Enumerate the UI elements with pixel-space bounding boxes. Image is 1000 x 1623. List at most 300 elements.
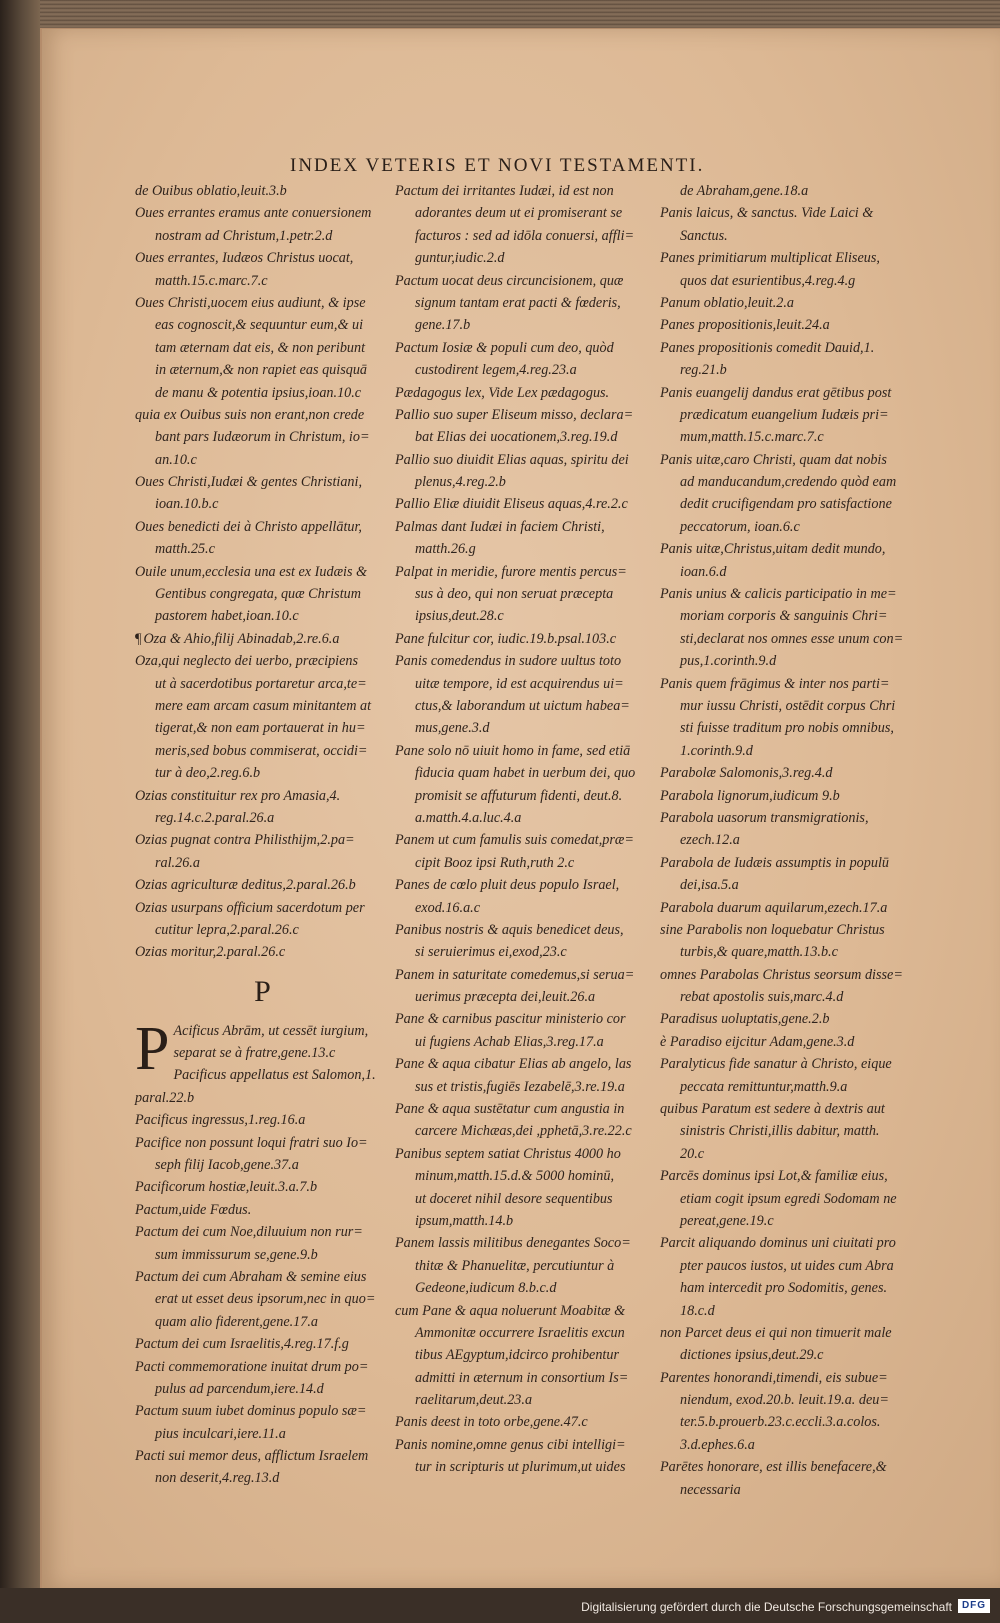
- index-line: [660, 897, 922, 919]
- index-line: [660, 1255, 922, 1277]
- index-line: [660, 583, 922, 605]
- index-line-text: Ammonitæ occurrere Israelitis excun: [415, 1324, 625, 1341]
- index-line-text: niendum, exod.20.b. leuit.19.a. deu=: [680, 1392, 889, 1409]
- index-line: [395, 1210, 657, 1232]
- index-line-text: Panis uitæ,caro Christi, quam dat nobis: [660, 451, 887, 468]
- index-line: [395, 717, 657, 739]
- index-line: [395, 807, 657, 829]
- index-line: [395, 202, 657, 224]
- index-line: [395, 1255, 657, 1277]
- index-line: [135, 426, 390, 448]
- index-line: [135, 874, 390, 896]
- index-line: [395, 426, 657, 448]
- index-line: [660, 986, 922, 1008]
- index-line: [660, 1389, 922, 1411]
- index-line-text: Pactum dei cum Israelitis,4.reg.17.f.g: [135, 1336, 349, 1353]
- index-line-text: Panes primitiarum multiplicat Eliseus,: [660, 250, 880, 267]
- index-line: [660, 359, 922, 381]
- index-line: [395, 225, 657, 247]
- index-line-text: custodirent legem,4.reg.23.a: [415, 362, 577, 379]
- index-line: [135, 1154, 390, 1176]
- index-line-text: Pane & carnibus pascitur ministerio cor: [395, 1011, 626, 1028]
- index-line: [660, 1120, 922, 1142]
- index-line: [135, 1400, 390, 1422]
- index-line: [660, 650, 922, 672]
- index-line: [395, 650, 657, 672]
- index-line: [660, 561, 922, 583]
- index-line: [135, 807, 390, 829]
- index-line: [660, 471, 922, 493]
- index-line-text: Ozias pugnat contra Philisthijm,2.pa=: [135, 832, 355, 849]
- index-line-text: Parabolæ Salomonis,3.reg.4.d: [660, 765, 833, 782]
- index-line: [395, 874, 657, 896]
- index-line-text: cipit Booz ipsi Ruth,ruth 2.c: [415, 854, 575, 871]
- index-line: [395, 1165, 657, 1187]
- index-line-text: Panis comedendus in sudore uultus toto: [395, 653, 622, 670]
- index-line: [395, 1076, 657, 1098]
- index-line: [395, 270, 657, 292]
- index-line-text: Panes propositionis comedit Dauid,1.: [660, 339, 875, 356]
- index-line-text: thitæ & Phanuelitæ, percutiuntur à: [415, 1257, 615, 1274]
- running-head: INDEX VETERIS ET NOVI TESTAMENTI.: [290, 155, 705, 176]
- index-line: [135, 1266, 390, 1288]
- index-line-text: turbis,& quare,matth.13.b.c: [680, 944, 838, 961]
- index-line: [135, 785, 390, 807]
- index-line-text: Panem lassis militibus denegantes Soco=: [395, 1235, 631, 1252]
- index-line-text: tam æternam dat eis, & non peribunt: [155, 339, 366, 356]
- index-line-text: in æternum,& non rapiet eas quisquā: [155, 362, 368, 379]
- index-line-text: minum,matth.15.d.& 5000 hominū,: [415, 1168, 615, 1185]
- index-line: [660, 807, 922, 829]
- index-line-text: sinistris Christi,illis dabitur, matth.: [680, 1123, 880, 1140]
- index-line: [395, 852, 657, 874]
- index-line: [660, 964, 922, 986]
- index-line: [395, 471, 657, 493]
- index-line: [395, 583, 657, 605]
- index-line: [660, 1008, 922, 1030]
- index-line-text: Oues Christi,Iudæi & gentes Christiani,: [135, 474, 363, 491]
- index-line-text: ral.26.a: [155, 854, 200, 871]
- index-line-text: tigerat,& non eam portauerat in hu=: [155, 720, 366, 737]
- index-line-text: Oues errantes eramus ante conuersionem: [135, 205, 372, 222]
- index-line-text: bat Elias dei uocationem,3.reg.19.d: [415, 429, 618, 446]
- index-line: [135, 583, 390, 605]
- index-line: [395, 673, 657, 695]
- index-line-text: meris,sed bobus commiserat, occidi=: [155, 742, 368, 759]
- index-line: [660, 1232, 922, 1254]
- index-line-text: signum tantam erat pacti & fœderis,: [415, 294, 621, 311]
- index-line-text: de Ouibus oblatio,leuit.3.b: [135, 183, 287, 199]
- index-line: [660, 516, 922, 538]
- index-line: [135, 717, 390, 739]
- index-line: [395, 1434, 657, 1456]
- index-line-text: pulus ad parcendum,iere.14.d: [155, 1380, 324, 1397]
- index-line-text: Parētes honorare, est illis benefacere,&: [660, 1459, 887, 1476]
- index-line: [135, 1064, 390, 1086]
- index-line: [660, 202, 922, 224]
- index-line: [395, 1232, 657, 1254]
- index-line: [660, 605, 922, 627]
- index-line: [660, 270, 922, 292]
- index-line-text: Paralyticus fide sanatur à Christo, eique: [660, 1056, 892, 1073]
- index-line: [660, 874, 922, 896]
- index-line: [135, 1109, 390, 1131]
- section-letter: P: [254, 974, 271, 1008]
- index-line-text: Pactum dei irritantes Iudæi, id est non: [395, 183, 614, 199]
- index-line: [135, 449, 390, 471]
- index-line-text: matth.26.g: [415, 541, 476, 558]
- index-line-text: prædicatum euangelium Iudæis pri=: [680, 406, 889, 423]
- index-line: [135, 1356, 390, 1378]
- index-line: [135, 1467, 390, 1489]
- index-line-text: Pacificus ingressus,1.reg.16.a: [135, 1112, 306, 1129]
- index-line: [660, 449, 922, 471]
- index-line: [135, 628, 390, 650]
- index-line-text: mere eam arcam casum minitantem at: [155, 697, 372, 714]
- index-line-text: Parabola duarum aquilarum,ezech.17.a: [660, 899, 888, 916]
- index-line-text: peccatorum, ioan.6.c: [680, 518, 800, 535]
- index-line: [135, 247, 390, 269]
- index-line-text: ut doceret nihil desore sequentibus: [415, 1190, 613, 1207]
- index-line-text: 3.d.ephes.6.a: [680, 1436, 755, 1453]
- index-line-text: 1.corinth.9.d: [680, 742, 753, 759]
- index-line: [660, 628, 922, 650]
- index-line: [135, 1221, 390, 1243]
- index-line-text: uitæ tempore, id est acquirendus ui=: [415, 675, 624, 692]
- index-line: [395, 314, 657, 336]
- index-line-text: Pane & aqua cibatur Elias ab angelo, las: [395, 1056, 632, 1073]
- index-line-text: pereat,gene.19.c: [680, 1212, 774, 1229]
- index-line: [395, 1300, 657, 1322]
- index-line: [135, 202, 390, 224]
- index-line-text: Panibus nostris & aquis benedicet deus,: [395, 921, 624, 938]
- index-line: [660, 337, 922, 359]
- index-line-text: ham intercedit pro Sodomitis, genes.: [680, 1280, 888, 1297]
- index-line-text: Sanctus.: [680, 227, 728, 244]
- index-line: [395, 493, 657, 515]
- index-line: [135, 1176, 390, 1198]
- index-line-text: de Abraham,gene.18.a: [680, 183, 809, 199]
- index-line-text: Pacti sui memor deus, afflictum Israelem: [135, 1448, 369, 1465]
- index-line-text: matth.25.c: [155, 541, 215, 558]
- index-line: [395, 1143, 657, 1165]
- index-line: [395, 964, 657, 986]
- index-line: [395, 1456, 657, 1478]
- index-line: [395, 986, 657, 1008]
- index-line: [135, 404, 390, 426]
- index-line: [660, 762, 922, 784]
- index-line-text: dei,isa.5.a: [680, 877, 739, 894]
- index-line: [135, 382, 390, 404]
- index-line-text: tibus AEgyptum,idcirco prohibentur: [415, 1347, 619, 1364]
- index-line-text: Pacifice non possunt loqui fratri suo Io=: [135, 1134, 368, 1151]
- index-line-text: admitti in æternum in consortium Is=: [415, 1369, 629, 1386]
- index-line-text: ezech.12.a: [680, 832, 740, 849]
- index-line: [660, 717, 922, 739]
- index-line-text: Pactum,uide Fœdus.: [135, 1201, 252, 1218]
- index-line: [660, 1456, 922, 1478]
- index-line: [660, 1210, 922, 1232]
- index-line-text: Pactum Iosiæ & populi cum deo, quòd: [395, 339, 614, 356]
- index-line-text: bant pars Iudæorum in Christum, io=: [155, 429, 370, 446]
- index-line: [660, 1031, 922, 1053]
- footer-credit: Digitalisierung gefördert durch die Deutsche Forschungsgemeinschaft: [581, 1600, 952, 1614]
- index-line: [135, 1199, 390, 1221]
- index-line-text: si seruierimus ei,exod,23.c: [415, 944, 567, 961]
- index-line-text: reg.14.c.2.paral.26.a: [155, 809, 275, 826]
- index-line-text: seph filij Iacob,gene.37.a: [155, 1157, 299, 1174]
- index-column-right: [660, 180, 922, 1501]
- paragraph-mark-icon: ¶: [135, 630, 142, 647]
- index-line: [395, 1120, 657, 1142]
- index-column-left: [135, 180, 390, 1490]
- index-line-text: exod.16.a.c: [415, 899, 481, 916]
- index-line: [135, 1087, 390, 1109]
- index-line: [135, 1445, 390, 1467]
- index-line: [135, 225, 390, 247]
- index-line-text: pter paucos iustos, ut uides cum Abra: [680, 1257, 894, 1274]
- index-line-text: Panes de cœlo pluit deus populo Israel,: [395, 877, 620, 894]
- index-line: [395, 1367, 657, 1389]
- index-line-text: Parabola de Iudæis assumptis in populū: [660, 854, 889, 871]
- index-line: [135, 919, 390, 941]
- index-line-text: Parentes honorandi,timendi, eis subue=: [660, 1369, 888, 1386]
- index-line-text: nostram ad Christum,1.petr.2.d: [155, 227, 333, 244]
- index-line-text: Oues errantes, Iudæos Christus uocat,: [135, 250, 354, 267]
- index-line-text: Oues benedicti dei à Christo appellātur,: [135, 518, 362, 535]
- index-line: [395, 180, 657, 202]
- index-line-text: Pacificus appellatus est Salomon,1.: [173, 1067, 376, 1084]
- index-line: [395, 740, 657, 762]
- index-line: [395, 1277, 657, 1299]
- index-line-text: Parcēs dominus ipsi Lot,& familiæ eius,: [660, 1168, 888, 1185]
- index-line: [135, 1042, 390, 1064]
- index-line: [660, 829, 922, 851]
- index-line: [395, 1389, 657, 1411]
- index-line-text: fiducia quam habet in uerbum dei, quo: [415, 765, 636, 782]
- index-line: [660, 1411, 922, 1433]
- index-line: [395, 337, 657, 359]
- index-line: [135, 337, 390, 359]
- index-line-text: mum,matth.15.c.marc.7.c: [680, 429, 824, 446]
- index-line: [660, 314, 922, 336]
- index-line-text: Pane fulcitur cor, iudic.19.b.psal.103.c: [395, 630, 617, 647]
- index-line: [660, 493, 922, 515]
- index-line-text: Panis unius & calicis participatio in me=: [660, 586, 897, 603]
- index-line: [660, 1076, 922, 1098]
- index-line-text: adorantes deum ut ei promiserant se: [415, 205, 623, 222]
- index-line: [395, 538, 657, 560]
- index-line: [395, 941, 657, 963]
- index-line: [660, 785, 922, 807]
- index-line-text: pastorem habet,ioan.10.c: [155, 608, 299, 625]
- index-line-text: ut à sacerdotibus portaretur arca,te=: [155, 675, 367, 692]
- index-line-text: Pane solo nō uiuit homo in fame, sed etiā: [395, 742, 631, 759]
- index-line-text: tur in scripturis ut plurimum,ut uides: [415, 1459, 626, 1476]
- index-line: [135, 941, 390, 963]
- index-line-text: promisit se affuturum fidenti, deut.8.: [415, 787, 623, 804]
- index-line: [660, 292, 922, 314]
- index-line-text: sti fuisse traditum pro nobis omnibus,: [680, 720, 894, 737]
- index-line: [660, 1143, 922, 1165]
- index-line-text: uerimus præcepta dei,leuit.26.a: [415, 989, 596, 1006]
- index-line: [395, 695, 657, 717]
- index-line: [135, 1288, 390, 1310]
- index-line: [395, 359, 657, 381]
- index-line-text: sus et tristis,fugiēs Iezabelē,3.re.19.a: [415, 1078, 625, 1095]
- index-line: [660, 1053, 922, 1075]
- dfg-logo: DFG: [958, 1599, 990, 1613]
- index-line-text: Parabola lignorum,iudicum 9.b: [660, 787, 840, 804]
- index-line-text: gene.17.b: [415, 317, 471, 334]
- index-line: [135, 1311, 390, 1333]
- index-line: [395, 762, 657, 784]
- index-line: [135, 561, 390, 583]
- index-line-text: cum Pane & aqua noluerunt Moabitæ &: [395, 1302, 626, 1319]
- index-line-text: non Parcet deus ei qui non timuerit male: [660, 1324, 892, 1341]
- index-line: [660, 1367, 922, 1389]
- index-line: [135, 650, 390, 672]
- index-line-text: necessaria: [680, 1481, 741, 1498]
- index-line-text: Gentibus congregata, quæ Christum: [155, 586, 361, 603]
- index-line-text: Pane & aqua sustētatur cum angustia in: [395, 1101, 625, 1118]
- index-line-text: ioan.10.b.c: [155, 496, 219, 513]
- index-line: [660, 852, 922, 874]
- index-line: [660, 1479, 922, 1501]
- index-line: [135, 897, 390, 919]
- index-line: [135, 829, 390, 851]
- index-line-text: Palmas dant Iudæi in faciem Christi,: [395, 518, 605, 535]
- index-line-text: Ozias moritur,2.paral.26.c: [135, 944, 286, 961]
- index-line-text: Gedeone,iudicum 8.b.c.d: [415, 1280, 557, 1297]
- index-line-text: sti,declarat nos omnes esse unum con=: [680, 630, 904, 647]
- index-line-text: Pactum uocat deus circuncisionem, quæ: [395, 272, 624, 289]
- index-line-text: Panum oblatio,leuit.2.a: [660, 294, 794, 311]
- index-line: [660, 1322, 922, 1344]
- index-column-middle: [395, 180, 657, 1479]
- index-line: [660, 382, 922, 404]
- index-line-text: Panis nomine,omne genus cibi intelligi=: [395, 1436, 626, 1453]
- index-line-text: omnes Parabolas Christus seorsum disse=: [660, 966, 903, 983]
- index-line: [135, 673, 390, 695]
- index-line-text: sus à deo, qui non seruat præcepta: [415, 586, 614, 603]
- index-line: [135, 471, 390, 493]
- index-line-text: Oues Christi,uocem eius audiunt, & ipse: [135, 294, 366, 311]
- index-line: [135, 270, 390, 292]
- index-line-text: reg.21.b: [680, 362, 727, 379]
- index-line-text: dictiones ipsius,deut.29.c: [680, 1347, 824, 1364]
- index-line: [135, 516, 390, 538]
- index-line-text: an.10.c: [155, 451, 197, 468]
- index-line: [135, 1378, 390, 1400]
- index-line-text: ipsum,matth.14.b: [415, 1212, 514, 1229]
- index-line-text: ipsius,deut.28.c: [415, 608, 504, 625]
- index-line-text: ad manducandum,credendo quòd eam: [680, 474, 897, 491]
- index-line-text: quos dat esurientibus,4.reg.4.g: [680, 272, 856, 289]
- index-line-text: Panibus septem satiat Christus 4000 ho: [395, 1145, 621, 1162]
- index-line-text: facturos : sed ad idōla conuersi, affli=: [415, 227, 635, 244]
- index-line: [395, 1053, 657, 1075]
- index-line: [135, 314, 390, 336]
- index-line-text: Panis deest in toto orbe,gene.47.c: [395, 1414, 588, 1431]
- index-line: [135, 180, 390, 202]
- index-line: [660, 1165, 922, 1187]
- index-line-text: paral.22.b: [135, 1089, 195, 1106]
- index-line: [135, 740, 390, 762]
- footer-bar: [0, 1588, 1000, 1623]
- index-line-text: Pallio suo super Eliseum misso, declara=: [395, 406, 634, 423]
- index-line-text: mus,gene.3.d: [415, 720, 490, 737]
- index-line: [660, 919, 922, 941]
- index-line-text: Panis euangelij dandus erat gētibus post: [660, 384, 892, 401]
- index-line: [660, 180, 922, 202]
- index-line: [135, 1333, 390, 1355]
- index-line-text: Ozias constituitur rex pro Amasia,4.: [135, 787, 341, 804]
- index-line-text: Pactum dei cum Noe,diluuium non rur=: [135, 1224, 363, 1241]
- index-line: [395, 897, 657, 919]
- index-line: [395, 449, 657, 471]
- index-line: [135, 493, 390, 515]
- index-line-text: Paradisus uoluptatis,gene.2.b: [660, 1011, 830, 1028]
- index-line-text: cutitur lepra,2.paral.26.c: [155, 921, 299, 938]
- index-line: [660, 695, 922, 717]
- index-line-text: Palpat in meridie, furore mentis percus=: [395, 563, 627, 580]
- index-line: [660, 1277, 922, 1299]
- index-line: [395, 382, 657, 404]
- index-line-text: carcere Michæas,dei ,pphetā,3.re.22.c: [415, 1123, 632, 1140]
- index-line: [135, 852, 390, 874]
- index-line-text: Pacificorum hostiæ,leuit.3.a.7.b: [135, 1179, 318, 1196]
- index-line: [395, 829, 657, 851]
- index-line-text: plenus,4.reg.2.b: [415, 474, 506, 491]
- index-line: [135, 538, 390, 560]
- index-line-text: matth.15.c.marc.7.c: [155, 272, 268, 289]
- index-line-text: ter.5.b.prouerb.23.c.eccli.3.a.colos.: [680, 1414, 881, 1431]
- index-line-text: quibus Paratum est sedere à dextris aut: [660, 1101, 885, 1118]
- index-line-text: ioan.6.d: [680, 563, 727, 580]
- index-line-text: moriam corporis & sanguinis Chri=: [680, 608, 888, 625]
- index-line-text: erat ut esset deus ipsorum,nec in quo=: [155, 1291, 376, 1308]
- index-line: [395, 1098, 657, 1120]
- index-line-text: quia ex Ouibus suis non erant,non crede: [135, 406, 365, 423]
- index-line: [660, 1188, 922, 1210]
- index-line-text: guntur,iudic.2.d: [415, 250, 505, 267]
- index-line: [660, 1344, 922, 1366]
- index-line-text: pius inculcari,iere.11.a: [155, 1425, 286, 1442]
- index-line: [660, 247, 922, 269]
- index-line: [135, 695, 390, 717]
- index-line: [395, 919, 657, 941]
- index-line-text: Pactum dei cum Abraham & semine eius: [135, 1268, 367, 1285]
- index-line-text: 20.c: [680, 1145, 705, 1162]
- index-line-text: Panem ut cum famulis suis comedat,præ=: [395, 832, 634, 849]
- index-line-text: peccata remittuntur,matth.9.a: [680, 1078, 848, 1095]
- index-line-text: Panem in saturitate comedemus,si serua=: [395, 966, 635, 983]
- index-line-text: Panis laicus, & sanctus. Vide Laici &: [660, 205, 874, 222]
- index-line: [395, 628, 657, 650]
- index-line-text: Acificus Abrām, ut cessēt iurgium,: [173, 1022, 369, 1039]
- index-line: [395, 1188, 657, 1210]
- index-line-text: Parcit aliquando dominus uni ciuitati pro: [660, 1235, 896, 1252]
- index-line-text: etiam cogit ipsum egredi Sodomam ne: [680, 1190, 897, 1207]
- index-line: [135, 605, 390, 627]
- index-line-text: tur à deo,2.reg.6.b: [155, 765, 261, 782]
- index-line: [660, 673, 922, 695]
- index-line-text: eas cognoscit,& sequuntur eum,& ui: [155, 317, 364, 334]
- index-line: [660, 1098, 922, 1120]
- index-line-text: Ozias usurpans officium sacerdotum per: [135, 899, 365, 916]
- index-line-text: Panes propositionis,leuit.24.a: [660, 317, 830, 334]
